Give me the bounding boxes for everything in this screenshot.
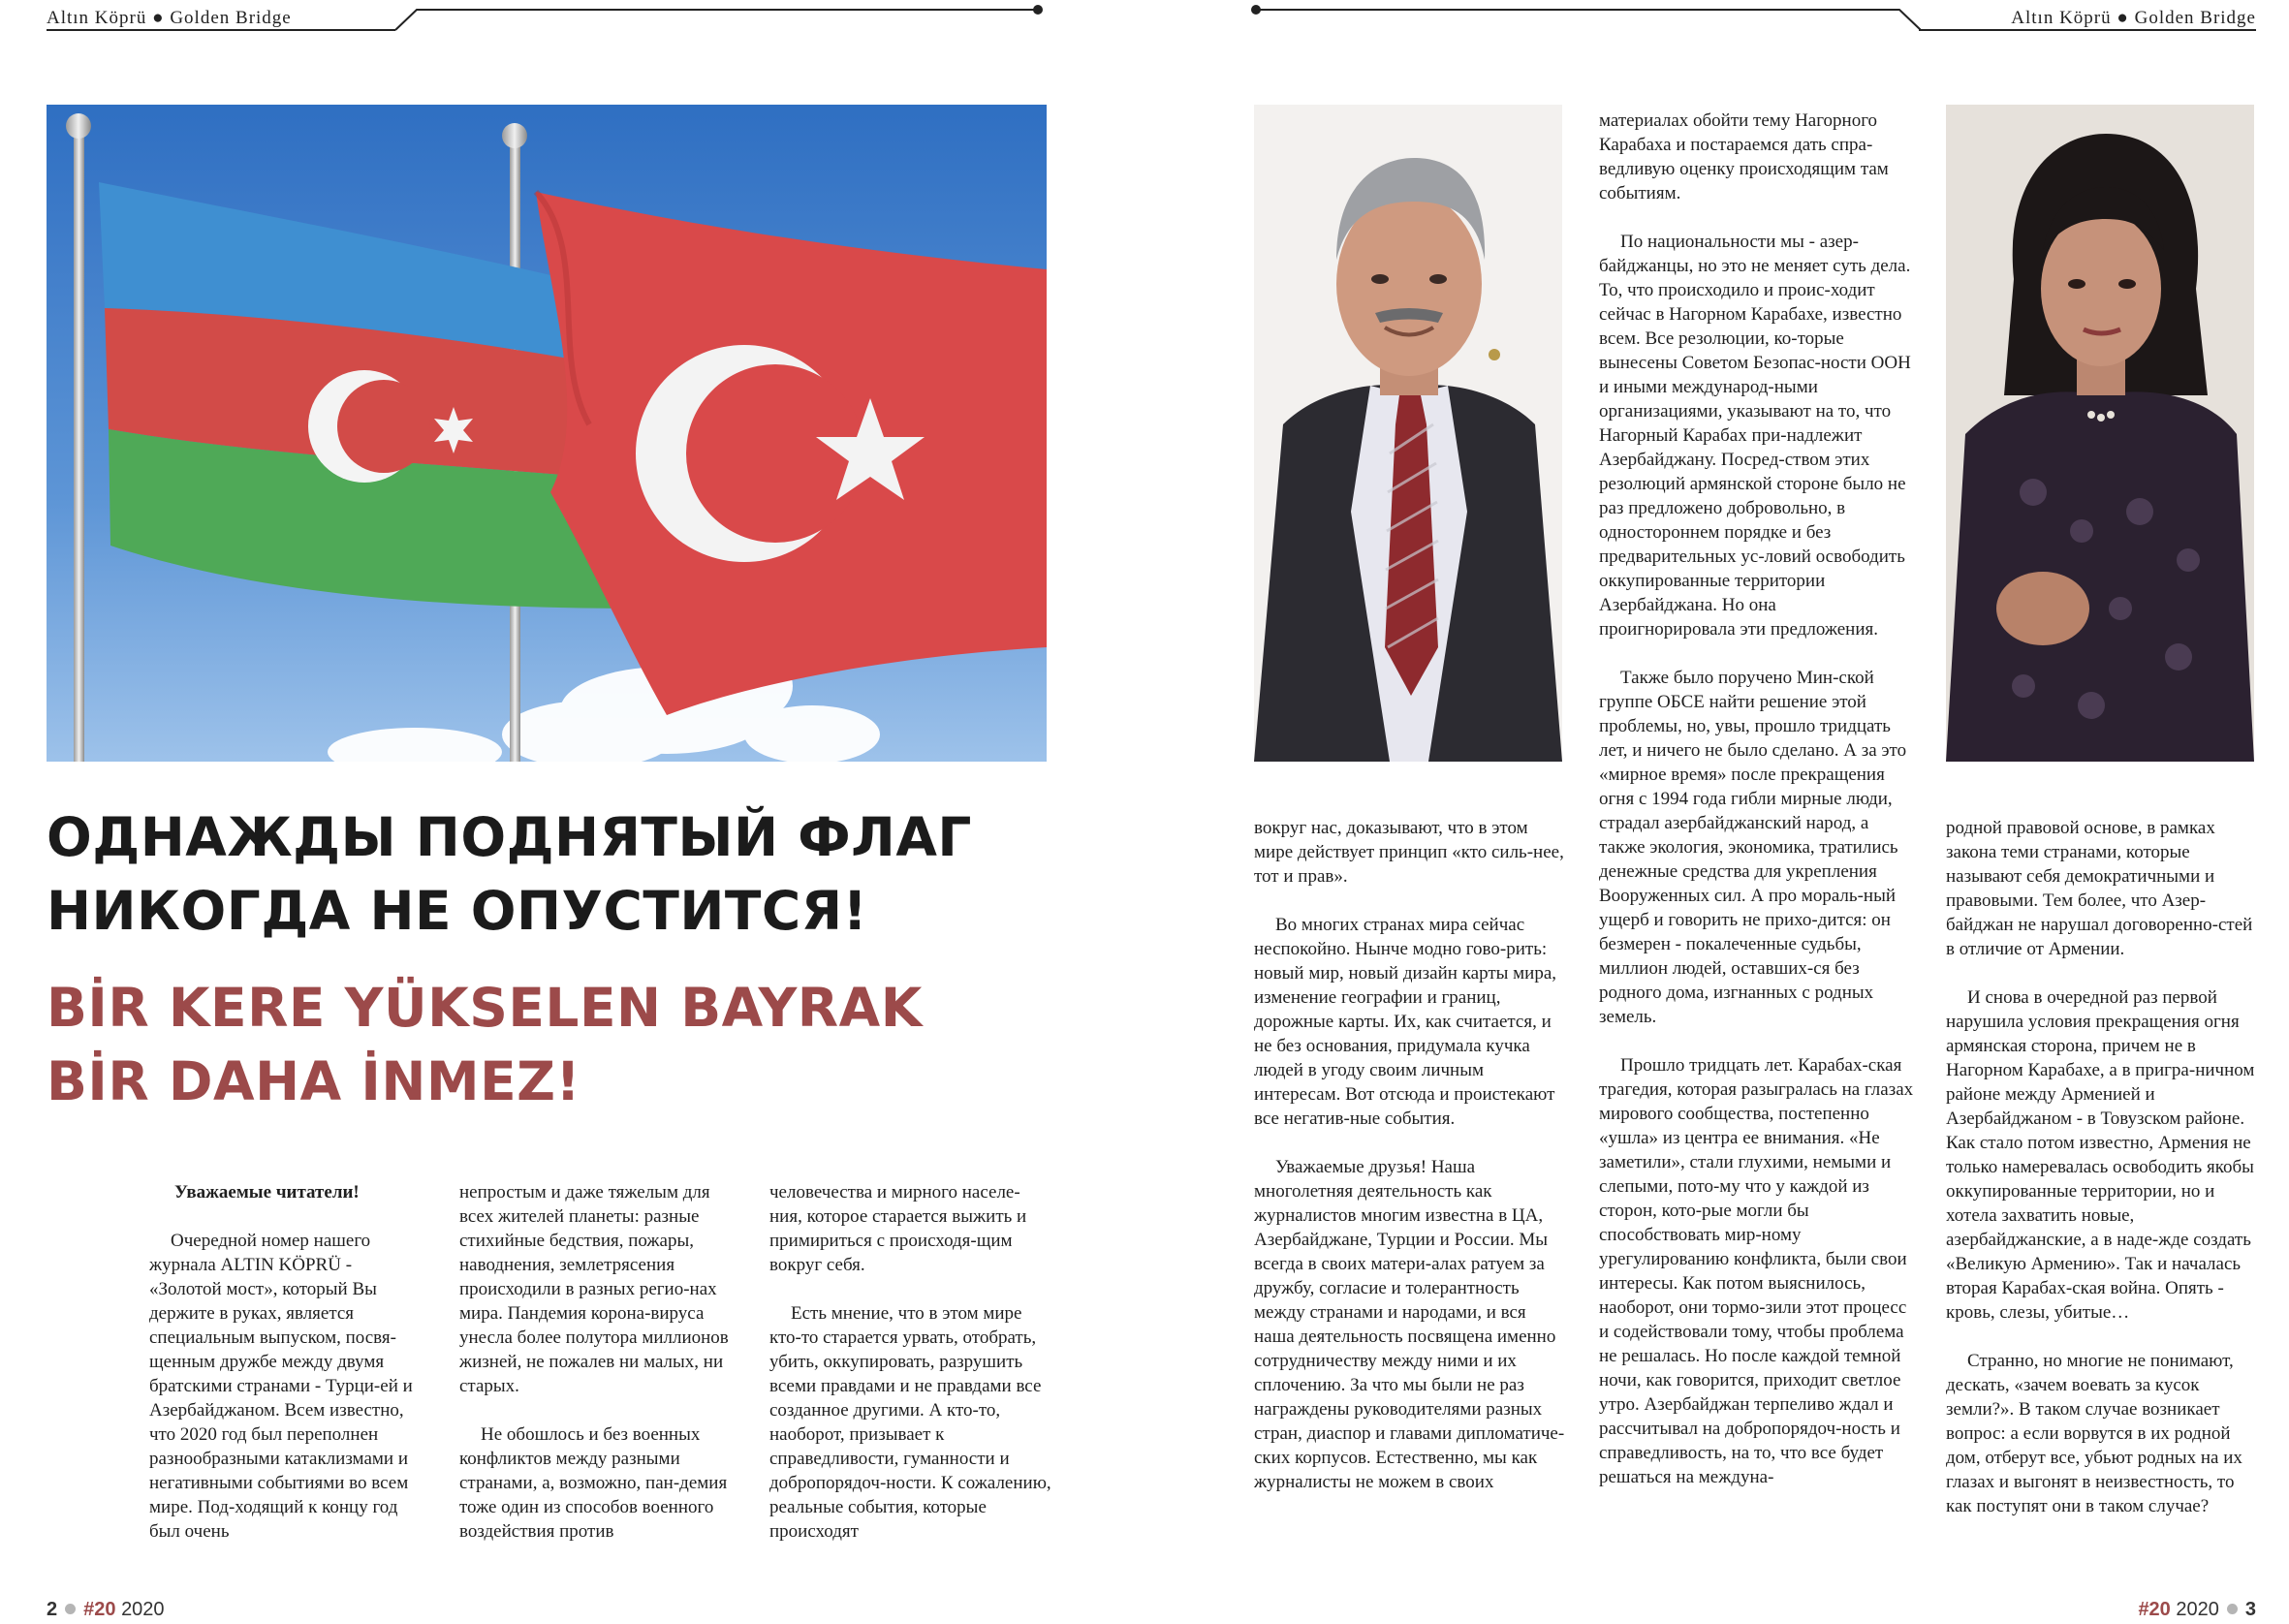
issue-year: 2020 [121, 1599, 165, 1620]
page-number: 2 [47, 1599, 58, 1620]
issue-number: #20 [2138, 1599, 2171, 1620]
paragraph: Странно, но многие не понимают, дескать, «зачем воевать за кусок земли?». В таком случае возникает вопрос: а если ворвутся в их родной дом, отберут все, убьют родных на их глазах и выгонят в неизвестность, то как поступят они в таком случае? [1946, 1351, 2242, 1516]
man-portrait-photo [1254, 105, 1562, 762]
paragraph: родной правовой основе, в рамках закона теми странами, которые называют себя демократичными и правовыми. Тем более, что Азер-байджан не нарушал договоренно-стей в отличие от Армении. [1946, 818, 2253, 959]
header-right: Altın Köprü ● Golden Bridge [2011, 8, 2256, 28]
paragraph: Уважаемые друзья! Наша многолетняя деятельность как журналистов многим известна в ЦА, Азербайджане, Турции и России. Мы всегда в своих матери-алах ратуем за дружбу, согласие и толерантность между странами и народами, и вся наша деятельность посвящена именно сотрудничеству между ними и их сплочению. За что мы были не раз награждены руководителями разных стран, диаспор и главами дипломатиче-ских корпусов. Естественно, мы как журналисты не можем в своих [1254, 1157, 1565, 1492]
header-right-rule-b [1919, 29, 2256, 31]
title-ru-line-2: НИКОГДА НЕ ОПУСТИТСЯ! [47, 880, 868, 942]
page-number: 3 [2244, 1599, 2256, 1620]
right-column-3 [1946, 816, 2256, 1543]
dot-separator-icon [2227, 1604, 2238, 1614]
issue-number: #20 [83, 1599, 116, 1620]
paragraph: Есть мнение, что в этом мире кто-то старается урвать, отобрать, убить, оккупировать, разрушить всеми правдами и не правдами все созданное другими. А кто-то, наоборот, призывает к справедливости, гуманности и добропорядоч-ности. К сожалению, реальные события, которые происходят [769, 1303, 1051, 1542]
title-ru-line-1: ОДНАЖДЫ ПОДНЯТЫЙ ФЛАГ [47, 806, 972, 868]
issue-year: 2020 [2176, 1599, 2219, 1620]
left-column-3 [769, 1180, 1052, 1568]
man-portrait-image [1254, 105, 1562, 762]
paragraph: непростым и даже тяжелым для всех жителей планеты: разные стихийные бедствия, пожары, наводнения, землетрясения происходили в разных регио-нах мира. Пандемия корона-вируса унесла более полутора миллионов жизней, не пожалев ни малых, ни старых. [459, 1182, 729, 1396]
paragraph: Во многих странах мира сейчас неспокойно. Нынче модно гово-рить: новый мир, новый дизайн карты мира, изменение географии и границ, дорожные карты. Их, как считается, и не без основания, придумала кучка людей в угоду своим личным интересам. Вот отсюда и проистекают все негатив-ные события. [1254, 915, 1557, 1129]
paragraph: Очередной номер нашего журнала ALTIN KÖPRÜ - «Золотой мост», который Вы держите в руках, является специальным выпуском, посвя-щенным дружбе между двумя братскими странами - Турци-ей и Азербайджаном. Всем известно, что 2020 год был переполнен разнообразными катаклизмами и негативными событиями во всем мире. Под-ходящий к концу год был очень [149, 1231, 413, 1542]
title-tr-line-1: BİR KERE YÜKSELEN BAYRAK [47, 977, 923, 1039]
header-right-rule [1250, 4, 1928, 35]
greeting: Уважаемые читатели! [174, 1182, 360, 1202]
right-column-1 [1254, 816, 1570, 1518]
flags-photo [47, 105, 1047, 762]
header-left-rule-a [47, 29, 395, 31]
paragraph: По национальности мы - азер-байджанцы, но это не меняет суть дела. То, что происходило и проис-ходит сейчас в Нагорном Карабахе, известно всем. Все резолюции, ко-торые вынесены Советом Безопас-ности ООН и иными международ-ными организациями, указывают на то, что Нагорный Карабах при-надлежит Азербайджану. Посред-ством этих резолюций армянской стороне было не раз предложено добровольно, в одностороннем порядке и без предварительных ус-ловий освободить оккупированные территории Азербайджана. Но она проигнорировала эти предложения. [1599, 232, 1911, 640]
paragraph: вокруг нас, доказывают, что в этом мире действует принцип «кто силь-нее, тот и прав». [1254, 818, 1564, 887]
paragraph: человечества и мирного населе-ния, которое старается выжить и примириться с происходя-щим вокруг себя. [769, 1182, 1027, 1275]
footer-left [47, 1599, 165, 1621]
header-left: Altın Köprü ● Golden Bridge [47, 8, 292, 28]
paragraph: Не обошлось и без военных конфликтов между разными странами, а, возможно, пан-демия тоже один из способов военного воздействия против [459, 1424, 728, 1542]
paragraph: материалах обойти тему Нагорного Карабаха и постараемся дать спра-ведливую оценку происходящим там событиям. [1599, 110, 1889, 203]
footer-right [2138, 1599, 2256, 1621]
title-tr-line-2: BİR DAHA İNMEZ! [47, 1050, 581, 1112]
paragraph: Также было поручено Мин-ской группе ОБСЕ найти решение этой проблемы, но, увы, прошло тридцать лет, и ничего не было сделано. А за это «мирное время» после прекращения огня с 1994 года гибли мирные люди, страдал азербайджанский народ, а также экология, экономика, тратились денежные средства для укрепления Вооруженных сил. А про мораль-ный ущерб и говорить не прихо-дится: он безмерен - покалеченные судьбы, миллион людей, оставших-ся без родного дома, изгнанных с родных земель. [1599, 668, 1907, 1027]
paragraph: И снова в очередной раз первой нарушила условия прекращения огня армянская сторона, причем не в Нагорном Карабахе, а в пригра-ничном районе между Арменией и Азербайджаном - в Товузском районе. Как стало потом известно, Армения не только намеревалась освободить якобы оккупированные территории, но и хотела захватить новые, азербайджанские, а в наде-жде создать «Великую Армению». Так и началась вторая Карабах-ская война. Опять - кровь, слезы, убитые… [1946, 987, 2255, 1323]
woman-portrait-image [1946, 105, 2254, 762]
azerbaijan-turkey-flags-image [47, 105, 1047, 762]
paragraph: Прошло тридцать лет. Карабах-ская трагедия, которая разыгралась на глазах мирового сообщества, постепенно «ушла» из центра ее внимания. «Не заметили», стали глухими, немыми и слепыми, пото-му что у каждой из сторон, кото-рые могли бы способствовать мир-ному урегулированию конфликта, были свои интересы. Как потом выяснилось, наоборот, они тормо-зили этот процесс и содействовали тому, чтобы проблема не решалась. Но после каждой темной ночи, как говорится, приходит светлое утро. Азербайджан терпеливо ждал и рассчитывал на добропорядоч-ность и справедливость, на то, что все будет решаться на междуна- [1599, 1055, 1914, 1487]
left-column-1 [149, 1180, 426, 1568]
woman-portrait-photo [1946, 105, 2254, 762]
header-left-rule [388, 4, 1047, 35]
right-column-2 [1599, 109, 1917, 1514]
left-column-2 [459, 1180, 740, 1568]
dot-separator-icon [65, 1604, 76, 1614]
